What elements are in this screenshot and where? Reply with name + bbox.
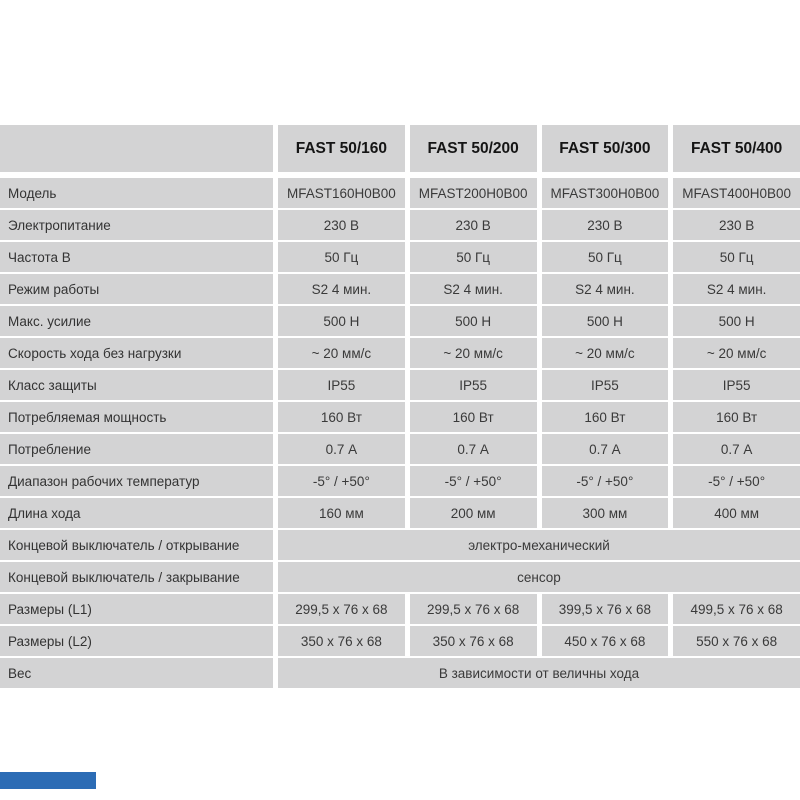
row-value: 160 Вт xyxy=(278,402,405,432)
corner-cell xyxy=(0,125,273,172)
row-value: 0.7 А xyxy=(542,434,669,464)
row-value: 160 мм xyxy=(278,498,405,528)
row-value: 230 В xyxy=(673,210,800,240)
row-value: 160 Вт xyxy=(410,402,537,432)
row-value: 350 x 76 x 68 xyxy=(410,626,537,656)
row-value: 450 x 76 x 68 xyxy=(542,626,669,656)
column-header: FAST 50/300 xyxy=(542,125,669,172)
row-value: 500 Н xyxy=(542,306,669,336)
row-value: 50 Гц xyxy=(410,242,537,272)
row-label: Режим работы xyxy=(0,274,273,304)
footer-blue-bar xyxy=(0,772,96,789)
row-value: S2 4 мин. xyxy=(673,274,800,304)
row-value: -5° / +50° xyxy=(410,466,537,496)
row-value: 299,5 x 76 x 68 xyxy=(410,594,537,624)
row-value: -5° / +50° xyxy=(542,466,669,496)
row-label: Электропитание xyxy=(0,210,273,240)
row-value: 400 мм xyxy=(673,498,800,528)
table-row xyxy=(0,210,800,240)
row-label: Длина хода xyxy=(0,498,273,528)
row-label: Потребление xyxy=(0,434,273,464)
row-value: 0.7 А xyxy=(410,434,537,464)
row-value: 500 Н xyxy=(673,306,800,336)
row-label: Концевой выключатель / закрывание xyxy=(0,562,273,592)
table-row xyxy=(0,178,800,208)
row-value: MFAST400H0B00 xyxy=(673,178,800,208)
row-label: Концевой выключатель / открывание xyxy=(0,530,273,560)
table-row xyxy=(0,242,800,272)
row-value: 499,5 x 76 x 68 xyxy=(673,594,800,624)
row-value: ~ 20 мм/с xyxy=(410,338,537,368)
row-value: 160 Вт xyxy=(542,402,669,432)
row-value: MFAST300H0B00 xyxy=(542,178,669,208)
row-value: S2 4 мин. xyxy=(278,274,405,304)
row-value: 230 В xyxy=(410,210,537,240)
table-row xyxy=(0,338,800,368)
column-header: FAST 50/160 xyxy=(278,125,405,172)
row-value: 200 мм xyxy=(410,498,537,528)
row-value: 230 В xyxy=(542,210,669,240)
table-row xyxy=(0,274,800,304)
row-label: Класс защиты xyxy=(0,370,273,400)
table-row xyxy=(0,658,800,688)
table-row xyxy=(0,306,800,336)
row-label: Макс. усилие xyxy=(0,306,273,336)
row-value: S2 4 мин. xyxy=(542,274,669,304)
row-value: 500 Н xyxy=(410,306,537,336)
row-label: Размеры (L1) xyxy=(0,594,273,624)
row-value: 50 Гц xyxy=(278,242,405,272)
row-value: ~ 20 мм/с xyxy=(278,338,405,368)
table-row xyxy=(0,594,800,624)
table-row xyxy=(0,562,800,592)
row-value: 0.7 А xyxy=(278,434,405,464)
row-label: Вес xyxy=(0,658,273,688)
row-value: -5° / +50° xyxy=(673,466,800,496)
spec-table xyxy=(0,125,800,690)
row-label: Размеры (L2) xyxy=(0,626,273,656)
row-value: IP55 xyxy=(410,370,537,400)
row-value: 500 Н xyxy=(278,306,405,336)
row-label: Скорость хода без нагрузки xyxy=(0,338,273,368)
row-value: -5° / +50° xyxy=(278,466,405,496)
row-value: 160 Вт xyxy=(673,402,800,432)
row-value: S2 4 мин. xyxy=(410,274,537,304)
row-value: IP55 xyxy=(278,370,405,400)
table-row xyxy=(0,626,800,656)
row-value: IP55 xyxy=(542,370,669,400)
row-label: Частота В xyxy=(0,242,273,272)
table-row xyxy=(0,530,800,560)
row-value: ~ 20 мм/с xyxy=(542,338,669,368)
row-value: 50 Гц xyxy=(673,242,800,272)
row-label: Диапазон рабочих температур xyxy=(0,466,273,496)
table-row xyxy=(0,402,800,432)
row-value: MFAST160H0B00 xyxy=(278,178,405,208)
row-value: 299,5 x 76 x 68 xyxy=(278,594,405,624)
row-value: ~ 20 мм/с xyxy=(673,338,800,368)
row-value: 50 Гц xyxy=(542,242,669,272)
row-span-value: В зависимости от величны хода xyxy=(278,658,800,688)
table-row xyxy=(0,466,800,496)
row-span-value: электро-механический xyxy=(278,530,800,560)
row-value: 230 В xyxy=(278,210,405,240)
row-value: 300 мм xyxy=(542,498,669,528)
row-label: Модель xyxy=(0,178,273,208)
row-value: MFAST200H0B00 xyxy=(410,178,537,208)
table-row xyxy=(0,370,800,400)
table-header-row xyxy=(0,125,800,172)
row-value: IP55 xyxy=(673,370,800,400)
row-value: 350 x 76 x 68 xyxy=(278,626,405,656)
table-row xyxy=(0,434,800,464)
row-span-value: сенсор xyxy=(278,562,800,592)
row-value: 0.7 А xyxy=(673,434,800,464)
column-header: FAST 50/400 xyxy=(673,125,800,172)
row-value: 399,5 x 76 x 68 xyxy=(542,594,669,624)
row-value: 550 x 76 x 68 xyxy=(673,626,800,656)
row-label: Потребляемая мощность xyxy=(0,402,273,432)
table-row xyxy=(0,498,800,528)
column-header: FAST 50/200 xyxy=(410,125,537,172)
